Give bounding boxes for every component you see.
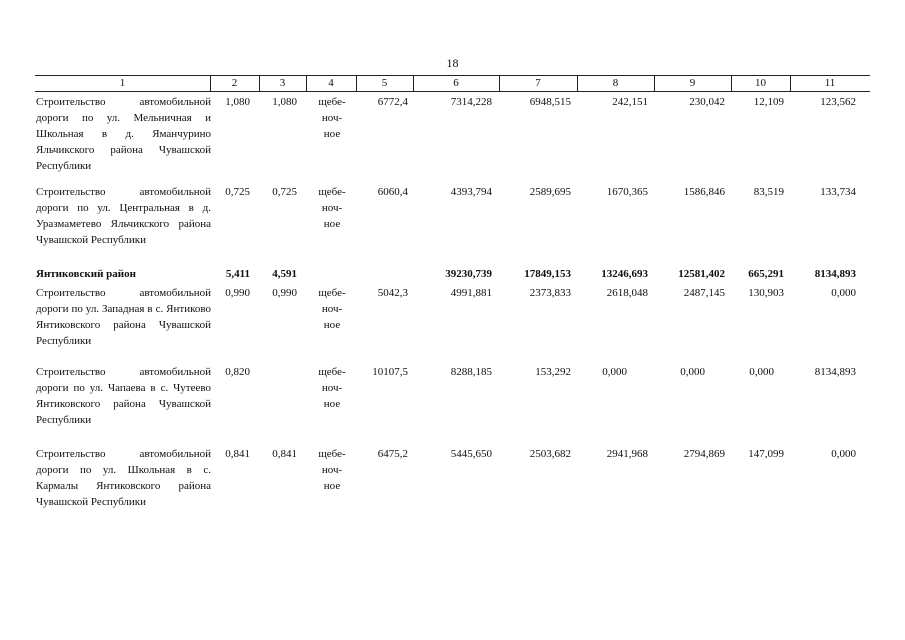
cell-col8: 13246,693	[601, 268, 648, 280]
cell-col5: 6060,4	[377, 186, 408, 198]
cell-col10: 147,099	[748, 448, 784, 460]
cell-col6: 4393,794	[450, 186, 492, 198]
cell-col10: 130,903	[748, 287, 784, 299]
header-bottom-border	[35, 91, 870, 92]
column-header: 11	[824, 77, 836, 89]
object-name: Строительство автомобильной дороги по ул. Западная в с. Янтиково Янтиковского района Чувашской Республики	[36, 287, 211, 347]
column-header: 6	[453, 77, 459, 89]
cell-col11: 8134,893	[814, 366, 856, 378]
cell-col4-line: щебе-	[318, 287, 346, 299]
cell-col4-line: щебе-	[318, 186, 346, 198]
cell-col9: 12581,402	[678, 268, 725, 280]
cell-col2: 0,820	[225, 366, 250, 378]
cell-col2: 5,411	[225, 268, 250, 280]
cell-col2: 1,080	[225, 96, 250, 108]
cell-col4-line: ное	[323, 398, 341, 410]
cell-col11: 0,000	[831, 448, 856, 460]
cell-col4-line: щебе-	[318, 96, 346, 108]
cell-col4-line: щебе-	[318, 366, 346, 378]
cell-col3: 0,841	[272, 448, 297, 460]
column-header: 1	[119, 77, 126, 89]
column-header: 8	[612, 77, 619, 89]
cell-col4-line: ное	[323, 480, 341, 492]
cell-col8: 1670,365	[606, 186, 648, 198]
district-name: Янтиковский район	[36, 268, 136, 280]
object-name: Строительство автомобильной дороги по ул. Мельничная и Школьная в д. Яманчурино Яльчикского района Чувашской Республики	[36, 96, 211, 172]
column-header: 7	[535, 77, 541, 89]
column-header: 4	[328, 77, 334, 89]
cell-col6: 5445,650	[450, 448, 492, 460]
cell-col6: 8288,185	[450, 366, 492, 378]
cell-col4-line: щебе-	[318, 448, 346, 460]
cell-col11: 133,734	[820, 186, 856, 198]
cell-col3: 1,080	[272, 96, 297, 108]
cell-col9: 230,042	[689, 96, 725, 108]
column-header: 2	[231, 77, 238, 89]
cell-col2: 0,725	[225, 186, 250, 198]
cell-col2: 0,841	[225, 448, 250, 460]
cell-col7: 2589,695	[529, 186, 571, 198]
object-name: Строительство автомобильной дороги по ул. Центральная в д. Уразмаметево Яльчикского района Чувашской Республики	[36, 186, 211, 246]
cell-col9: 1586,846	[683, 186, 725, 198]
object-name: Строительство автомобильной дороги по ул. Чапаева в с. Чутеево Янтиковского района Чувашской Республики	[36, 366, 211, 426]
cell-col9: 2794,869	[683, 448, 725, 460]
cell-col5: 5042,3	[377, 287, 408, 299]
cell-col6: 39230,739	[445, 268, 492, 280]
cell-col11: 0,000	[831, 287, 856, 299]
cell-col11: 8134,893	[814, 268, 856, 280]
cell-col4-line: ноч-	[321, 112, 343, 124]
cell-col4-line: ное	[323, 218, 341, 230]
column-header: 3	[279, 77, 286, 89]
cell-col5: 6772,4	[377, 96, 408, 108]
cell-col9: 2487,145	[683, 287, 725, 299]
object-name: Строительство автомобильной дороги по ул. Школьная в с. Кармалы Янтиковского района Чувашской Республики	[36, 448, 211, 508]
cell-col7: 6948,515	[529, 96, 571, 108]
cell-col8: 2618,048	[606, 287, 648, 299]
cell-col6: 7314,228	[450, 96, 492, 108]
page-number: 18	[446, 56, 459, 70]
cell-col10: 0,000	[749, 366, 774, 378]
cell-col4-line: ноч-	[321, 303, 343, 315]
cell-col9: 0,000	[680, 366, 705, 378]
cell-col4-line: ноч-	[321, 202, 343, 214]
cell-col8: 242,151	[612, 96, 648, 108]
cell-col2: 0,990	[225, 287, 250, 299]
cell-col10: 12,109	[753, 96, 784, 108]
cell-col10: 83,519	[753, 186, 784, 198]
column-header: 10	[755, 77, 766, 89]
cell-col7: 153,292	[535, 366, 571, 378]
cell-col7: 17849,153	[524, 268, 571, 280]
cell-col3: 0,725	[272, 186, 297, 198]
cell-col8: 2941,968	[606, 448, 648, 460]
cell-col5: 10107,5	[372, 366, 408, 378]
column-header: 9	[689, 77, 696, 89]
cell-col4-line: ное	[323, 319, 341, 331]
cell-col4-line: ное	[323, 128, 341, 140]
cell-col7: 2503,682	[529, 448, 571, 460]
cell-col8: 0,000	[602, 366, 627, 378]
cell-col3: 0,990	[272, 287, 297, 299]
cell-col7: 2373,833	[529, 287, 571, 299]
cell-col4-line: ноч-	[321, 464, 343, 476]
cell-col5: 6475,2	[377, 448, 408, 460]
cell-col4-line: ноч-	[321, 382, 343, 394]
cell-col11: 123,562	[820, 96, 856, 108]
cell-col3: 4,591	[272, 268, 297, 280]
cell-col10: 665,291	[748, 268, 784, 280]
cell-col6: 4991,881	[450, 287, 492, 299]
column-header: 5	[381, 77, 388, 89]
